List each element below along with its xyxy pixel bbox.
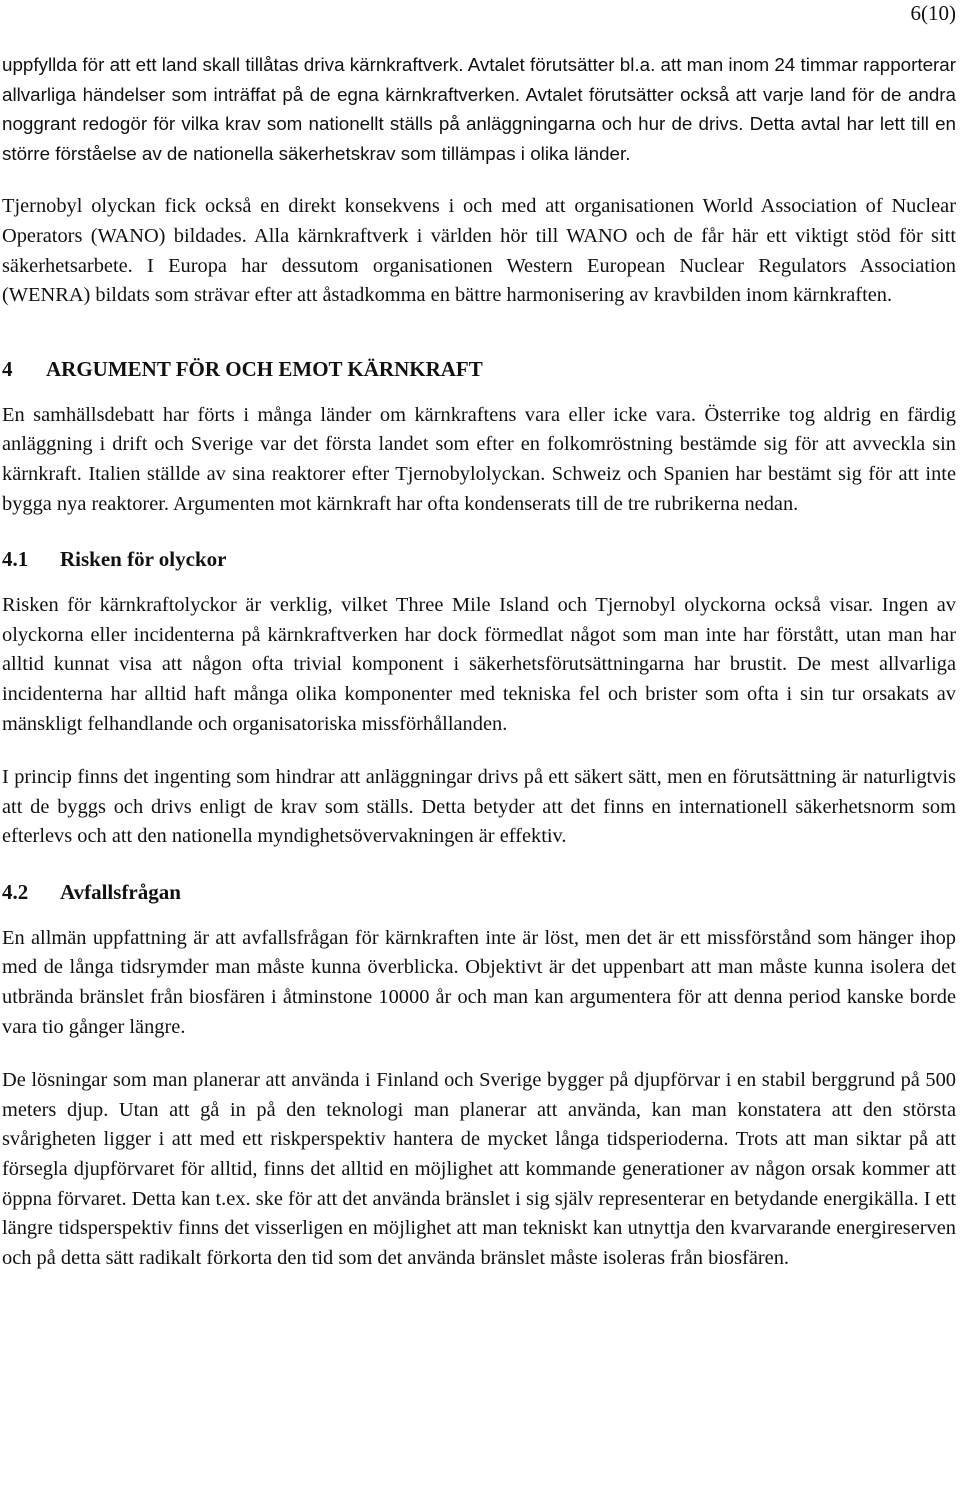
section-heading-4 <box>2 355 956 383</box>
section-title: ARGUMENT FÖR OCH EMOT KÄRNKRAFT <box>46 356 483 381</box>
section-heading-4-1 <box>2 545 956 573</box>
section-number: 4.2 <box>2 879 29 904</box>
paragraph-avfall: En allmän uppfattning är att avfallsfrågan för kärnkraften inte är löst, men det är ett missförstånd som hänger ihop med de långa tidsrymder man måste kunna överblicka. Objektivt är det uppenbart att man måste kunna isolera det utbrända bränslet från biosfären i åtminstone 10000 år och man kan argumentera för att denna period kanske borde vara tio gånger längre. <box>2 926 956 1038</box>
section-number: 4 <box>2 356 13 381</box>
paragraph-wano: Tjernobyl olyckan fick också en direkt konsekvens i och med att organisationen World Association of Nuclear Operators (WANO) bildades. Alla kärnkraftverk i världen hör till WANO och de får här ett viktigt stöd för sitt säkerhetsarbete. I Europa har dessutom organisationen Western European Nuclear Regulators Association (WENRA) bildats som strävar efter att åstadkomma en bättre harmonisering av kravbilden inom kärnkraften. <box>2 195 956 307</box>
section-heading-4-2 <box>2 878 956 906</box>
paragraph-losningar: De lösningar som man planerar att använda i Finland och Sverige bygger på djupförvar i en stabil berggrund på 500 meters djup. Utan att gå in på den teknologi man planerar att använda, kan man konstatera att den största svårigheten ligger i att med ett riskperspektiv hantera de mycket långa tidsperioderna. Trots att man siktar på att försegla djupförvaret för alltid, finns det alltid en möjlighet att kommande generationer av någon orsak kommer att öppna förvaret. Detta kan t.ex. ske för att det använda bränslet i sig själv representerar en betydande energikälla. I ett längre tidsperspektiv finns det visserligen en möjlighet att man tekniskt kan utnyttja den kvarvarande energireserven och på detta sätt radikalt förkorta den tid som det använda bränslet måste isoleras från biosfären. <box>2 1069 956 1269</box>
paragraph-samhallsdebatt: En samhällsdebatt har förts i många länder om kärnkraftens vara eller icke vara. Österrike tog aldrig en färdig anläggning i drift och Sverige var det första landet som efter en folkomröstning bestämde sig för att avveckla sin kärnkraft. Italien ställde av sina reaktorer efter Tjernobylolyckan. Schweiz och Spanien har bestämt sig för att inte bygga nya reaktorer. Argumenten mot kärnkraft har ofta kondenserats till de tre rubrikerna nedan. <box>2 403 956 515</box>
paragraph-avtalet: uppfyllda för att ett land skall tillåtas driva kärnkraftverk. Avtalet förutsätter bl.a. att man inom 24 timmar rapporterar allvarliga händelser som inträffat på de egna kärnkraftverken. Avtalet förutsätter också att varje land för de andra noggrant redogör för vilka krav som nationellt ställs på anläggningarna och hur de drivs. Detta avtal har lett till en större förståelse av de nationella säkerhetskrav som tillämpas i olika länder. <box>2 54 956 164</box>
section-title: Avfallsfrågan <box>60 879 181 904</box>
paragraph-risken: Risken för kärnkraftolyckor är verklig, vilket Three Mile Island och Tjernobyl olyckorna också visar. Ingen av olyckorna eller incidenterna på kärnkraftverken har dock förmedlat något som man inte har förstått, utan man har alltid kunnat visa att någon ofta trivial komponent i säkerhetsförutsättningarna har brustit. De mest allvarliga incidenterna har alltid haft många olika komponenter med tekniska fel och brister som ofta i sin tur orsakats av mänskligt felhandlande och organisatoriska missförhållanden. <box>2 594 956 735</box>
section-number: 4.1 <box>2 547 29 572</box>
section-title: Risken för olyckor <box>60 547 227 572</box>
document-body <box>2 50 956 1273</box>
paragraph-princip: I princip finns det ingenting som hindrar att anläggningar drivs på ett säkert sätt, men en förutsättning är naturligtvis att de byggs och drivs enligt de krav som ställs. Detta betyder att det finns en internationell säkerhetsnorm som efterlevs och att den nationella myndighetsövervakningen är effektiv. <box>2 766 956 848</box>
page-number: 6(10) <box>910 1 956 25</box>
